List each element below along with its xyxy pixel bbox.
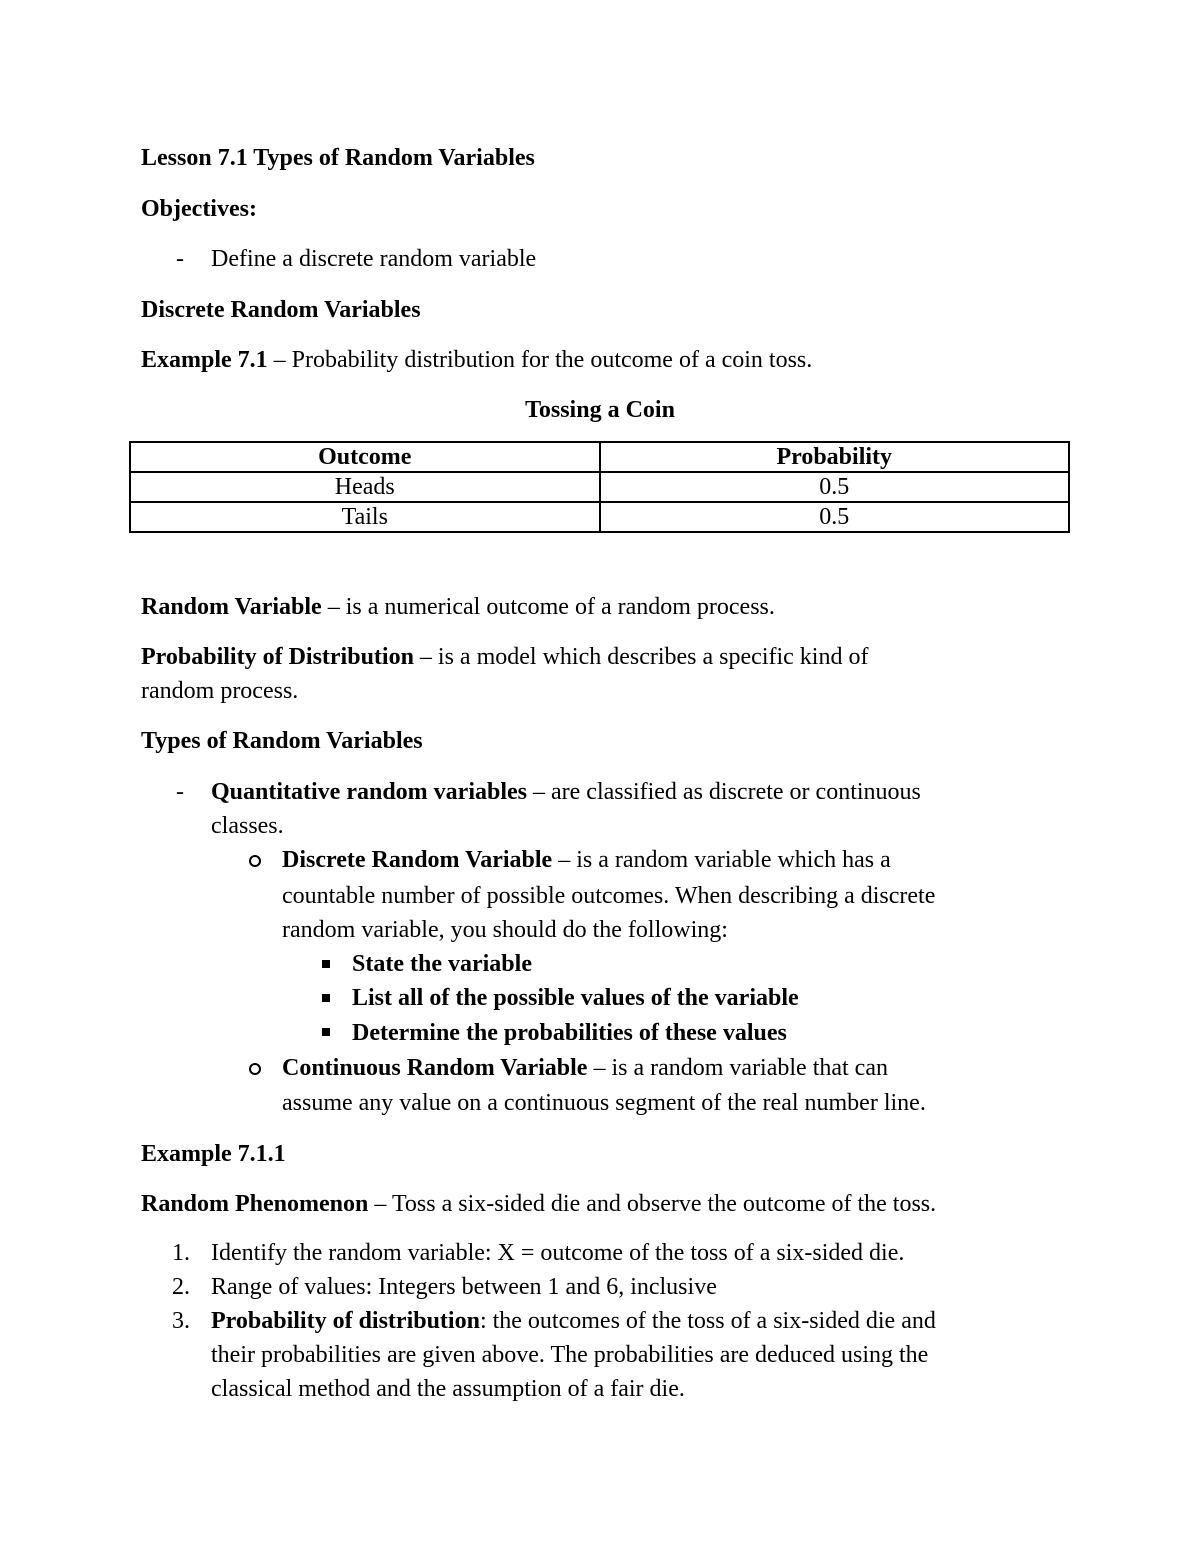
table-row <box>130 472 1069 502</box>
square-bullet-icon <box>322 1028 330 1036</box>
prob-distribution-continued: random process. <box>141 678 299 704</box>
header-outcome: Outcome <box>130 442 600 472</box>
example-7-1: Example 7.1 – Probability distribution for the outcome of a coin toss. <box>141 347 813 373</box>
lesson-title: Lesson 7.1 Types of Random Variables <box>141 145 535 171</box>
discrete-rv-continued: random variable, you should do the following: <box>282 917 728 943</box>
objective-item: Define a discrete random variable <box>211 246 537 272</box>
quantitative-continued: classes. <box>211 813 284 839</box>
cell-outcome: Heads <box>130 472 600 502</box>
numbered-item: Identify the random variable: X = outcome of the toss of a six-sided die. <box>211 1240 905 1266</box>
discrete-step: Determine the probabilities of these values <box>352 1020 787 1046</box>
square-bullet-icon <box>322 994 330 1002</box>
cell-probability: 0.5 <box>600 472 1070 502</box>
continuous-rv-continued: assume any value on a continuous segment of the real number line. <box>282 1090 926 1116</box>
discrete-heading: Discrete Random Variables <box>141 297 421 323</box>
numbered-item: Probability of distribution: the outcomes of the toss of a six-sided die and <box>211 1308 936 1334</box>
square-bullet-icon <box>322 960 330 968</box>
random-phenomenon: Random Phenomenon – Toss a six-sided die and observe the outcome of the toss. <box>141 1191 937 1217</box>
discrete-rv-item: Discrete Random Variable – is a random variable which has a <box>282 847 891 873</box>
discrete-step: State the variable <box>352 951 532 977</box>
circle-bullet-icon <box>249 1063 261 1075</box>
table-header-row <box>130 442 1069 472</box>
numbered-item-continued: their probabilities are given above. The probabilities are deduced using the <box>211 1342 929 1368</box>
list-number: 1. <box>172 1240 190 1266</box>
bullet-dash: - <box>176 779 184 805</box>
header-probability: Probability <box>600 442 1070 472</box>
prob-distribution-definition: Probability of Distribution – is a model which describes a specific kind of <box>141 644 869 670</box>
example-7-1-1: Example 7.1.1 <box>141 1141 286 1167</box>
quantitative-item: Quantitative random variables – are classified as discrete or continuous <box>211 779 921 805</box>
coin-toss-table <box>129 441 1070 533</box>
cell-probability: 0.5 <box>600 502 1070 532</box>
table-row <box>130 502 1069 532</box>
objectives-heading: Objectives: <box>141 196 257 222</box>
numbered-item-continued: classical method and the assumption of a fair die. <box>211 1376 685 1402</box>
random-variable-definition: Random Variable – is a numerical outcome of a random process. <box>141 594 775 620</box>
list-number: 2. <box>172 1274 190 1300</box>
table-title: Tossing a Coin <box>525 397 675 423</box>
circle-bullet-icon <box>249 855 261 867</box>
discrete-rv-continued: countable number of possible outcomes. When describing a discrete <box>282 883 936 909</box>
continuous-rv-item: Continuous Random Variable – is a random variable that can <box>282 1055 888 1081</box>
cell-outcome: Tails <box>130 502 600 532</box>
discrete-step: List all of the possible values of the variable <box>352 985 799 1011</box>
numbered-item: Range of values: Integers between 1 and 6, inclusive <box>211 1274 717 1300</box>
types-heading: Types of Random Variables <box>141 728 423 754</box>
bullet-dash: - <box>176 246 184 272</box>
list-number: 3. <box>172 1308 190 1334</box>
